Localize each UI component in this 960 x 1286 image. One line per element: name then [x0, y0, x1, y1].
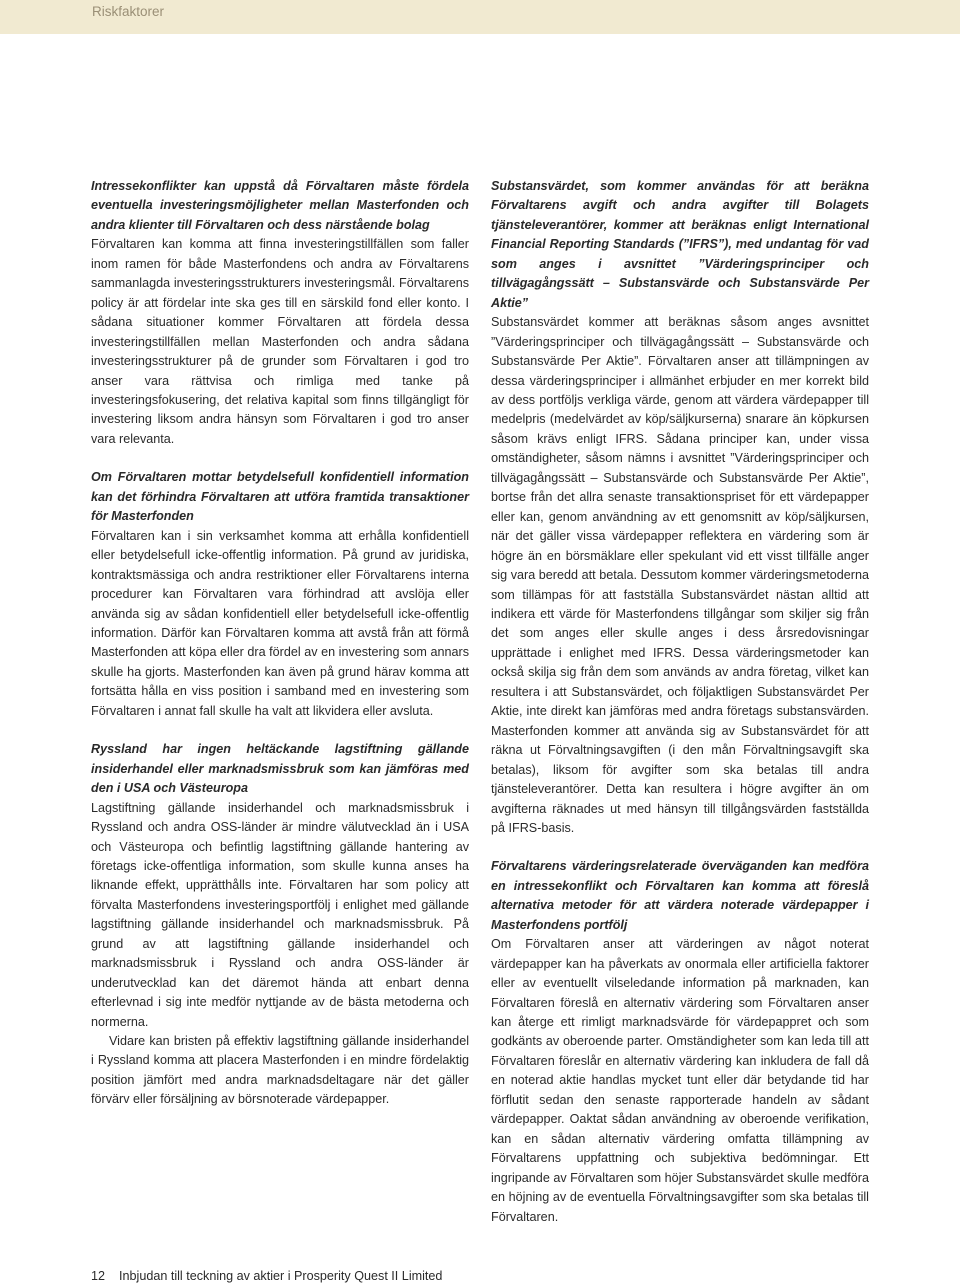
risk-heading: Om Förvaltaren mottar betydelsefull konfidentiell information kan det förhindra Förvaltaren att utföra framtida transaktioner för Masterfonden	[91, 470, 469, 524]
risk-paragraph: Förvaltaren kan komma att finna investeringstillfällen som faller inom ramen för både Masterfondens och andra av Förvaltarens sammanlagda investeringsstrukturers investeringsmål. Förvaltarens policy är att fördelar inte ska ges till en särskild fond eller konto. I sådana situationer kommer Förvaltaren att fördela dessa investeringstillfällen mellan Masterfonden och andra sådana investeringsstrukturer på de grunder som Förvaltaren i god tro anser vara rättvisa och rimliga med tanke på investeringsfokusering, det relativa kapital som finns tillgängligt för investering liksom andra hänsyn som Förvaltaren i god tro anser vara relevanta.	[91, 237, 469, 446]
page-number: 12	[91, 1269, 106, 1283]
risk-section	[91, 740, 469, 1110]
page-footer	[91, 1269, 442, 1283]
risk-paragraph: Lagstiftning gällande insiderhandel och marknadsmissbruk i Ryssland och andra OSS-länder är mindre välutvecklad än i USA och Västeuropa och befintlig lagstiftning gällande hantering av företags icke-offentliga information, som skulle kunna anses ha liknande effekt, upprätthålls inte. Förvaltaren har som policy att förvalta Masterfondens investeringsportfölj i enlighet med gällande lagstiftning gällande insiderhandel och marknadsmissbruk. På grund av att lagstiftning gällande insiderhandel och marknadsmissbruk i Ryssland och andra OSS-länder är underutvecklad kan det däremot hända att enbart denna efterlevnad i sig inte medför nyttjande av de bästa metoderna och normerna.	[91, 800, 469, 1029]
risk-heading: Intressekonflikter kan uppstå då Förvaltaren måste fördela eventuella investeringsmöjligheter mellan Masterfonden och andra klienter till Förvaltaren och dess närstående bolag	[91, 179, 469, 232]
risk-section	[91, 468, 469, 721]
risk-section	[91, 177, 469, 449]
risk-heading: Ryssland har ingen heltäckande lagstiftning gällande insiderhandel eller marknadsmissbruk som kan jämföras med den i USA och Västeuropa	[91, 742, 469, 796]
risk-section	[491, 177, 869, 838]
risk-paragraph: Substansvärdet kommer att beräknas såsom anges avsnittet ”Värderingsprinciper och tillvägagångssätt – Substansvärde och Substansvärde Per Aktie”. Förvaltaren anser att tillämpningen av dessa värderingsprinciper i allmänhet erbjuder en mer korrekt bild av dess portföljs verkliga värde, genom att värdera värdepapper till medelpris (medelvärdet av köp/säljkurserna) snarare än köpkursen såsom krävs enligt IFRS. Sådana principer kan, under vissa omständigheter, såsom nämns i avsnittet ”Värderingsprinciper och tillvägagångssätt – Substansvärde och Substansvärde Per Aktie”, bortse från det allra senaste transaktionspriset för ett värdepapper eller kan, genom användning av ett genomsnitt av köp/säljkursen, när det gäller vissa värdepapper reflektera en värdering som är högre än en börsmäklare eller spekulant vid ett visst tillfälle anger sig vara beredd att betala. Dessutom kommer värderingsmetoderna som tillämpas för att fastställa Substansvärdet nästan alltid att indikera ett värde för Masterfondens tillgångar som skiljer sig från det som anges eller skulle anges i dess årsredovisningar upprättade i enlighet med IFRS. Dessa värderingsmetoder kan också skilja sig från dem som används av andra företag, vilket kan resultera i att Substansvärdet, och följaktligen Substansvärdet Per Aktie, inte direkt kan jämföras med andra företags substansvärden. Masterfonden kommer att använda sig av Substansvärdet för att räkna ut Förvaltningsavgiften (i den mån Förvaltningsavgift ska betalas), liksom för avgifter som ska betalas till andra tjänsteleverantörer. Detta kan resultera i högre avgifter än om avgifterna räknades ut med hänsyn till tillgångsvärden fastställda på IFRS-basis.	[491, 315, 869, 835]
risk-heading: Substansvärdet, som kommer användas för att beräkna Förvaltarens avgift och andra avgifter till Bolagets tjänsteleverantörer, kommer att beräknas enligt International Financial Reporting Standards (”IFRS”), med undantag för vad som anges i avsnittet ”Värderingsprinciper och tillvägagångssätt – Substansvärde och Substansvärde Per Aktie”	[491, 179, 869, 310]
risk-paragraph: Vidare kan bristen på effektiv lagstiftning gällande insiderhandel i Ryssland komma att placera Masterfonden i en mindre fördelaktig position jämfört med andra marknadsdeltagare när det gäller förvärv eller försäljning av börsnoterade värdepapper.	[91, 1034, 469, 1107]
right-column	[491, 177, 869, 1246]
risk-section	[491, 857, 869, 1227]
section-header-bar	[0, 0, 960, 34]
section-title: Riskfaktorer	[92, 4, 165, 19]
risk-heading: Förvaltarens värderingsrelaterade överväganden kan medföra en intressekonflikt och Förvaltaren kan komma att föreslå alternativa metoder för att värdera noterade värdepapper i Masterfondens portfölj	[491, 859, 869, 932]
risk-paragraph: Förvaltaren kan i sin verksamhet komma att erhålla konfidentiell eller betydelsefull icke-offentlig information. På grund av juridiska, kontraktsmässiga och andra restriktioner eller Förvaltarens interna procedurer kan Förvaltaren vara förhindrad att avslöja eller använda sig av sådan konfidentiell eller betydelsefull icke-offentlig information. Därför kan Förvaltaren komma att avstå från att förmå Masterfonden att köpa eller dra fördel av en investering som annars skulle ha gjorts. Masterfonden kan även på grund härav komma att fortsätta hålla en viss position i samband med en investering som Förvaltaren i annat fall skulle ha valt att likvidera eller avsluta.	[91, 528, 469, 718]
risk-paragraph: Om Förvaltaren anser att värderingen av något noterat värdepapper kan ha påverkats av onormala eller artificiella faktorer eller av eventuellt vilseledande information på marknaden, kan Förvaltaren föreslå en alternativ värdering som Förvaltaren anser kan återge ett rimligt marknadsvärde för värdepappret och som godkänts av oberoende parter. Omständigheter som kan leda till att Förvaltaren föreslår en alternativ värdering kan inkludera de fall då en noterad aktie handlas mycket tunt eller där betydande tid har förflutit sedan den senaste rapporterade handeln av sådant värdepapper. Oaktat sådan användning av oberoende verifikation, kan en sådan alternativ värdering omfatta tillämpning av Förvaltarens uppfattning och subjektiva bedömningar. Ett ingripande av Förvaltaren som höjer Substansvärdet skulle medföra en höjning av de eventuella Förvaltningsavgifter som ska betalas till Förvaltaren.	[491, 937, 870, 1224]
left-column	[91, 177, 469, 1129]
document-title: Inbjudan till teckning av aktier i Prosperity Quest II Limited	[119, 1269, 443, 1283]
